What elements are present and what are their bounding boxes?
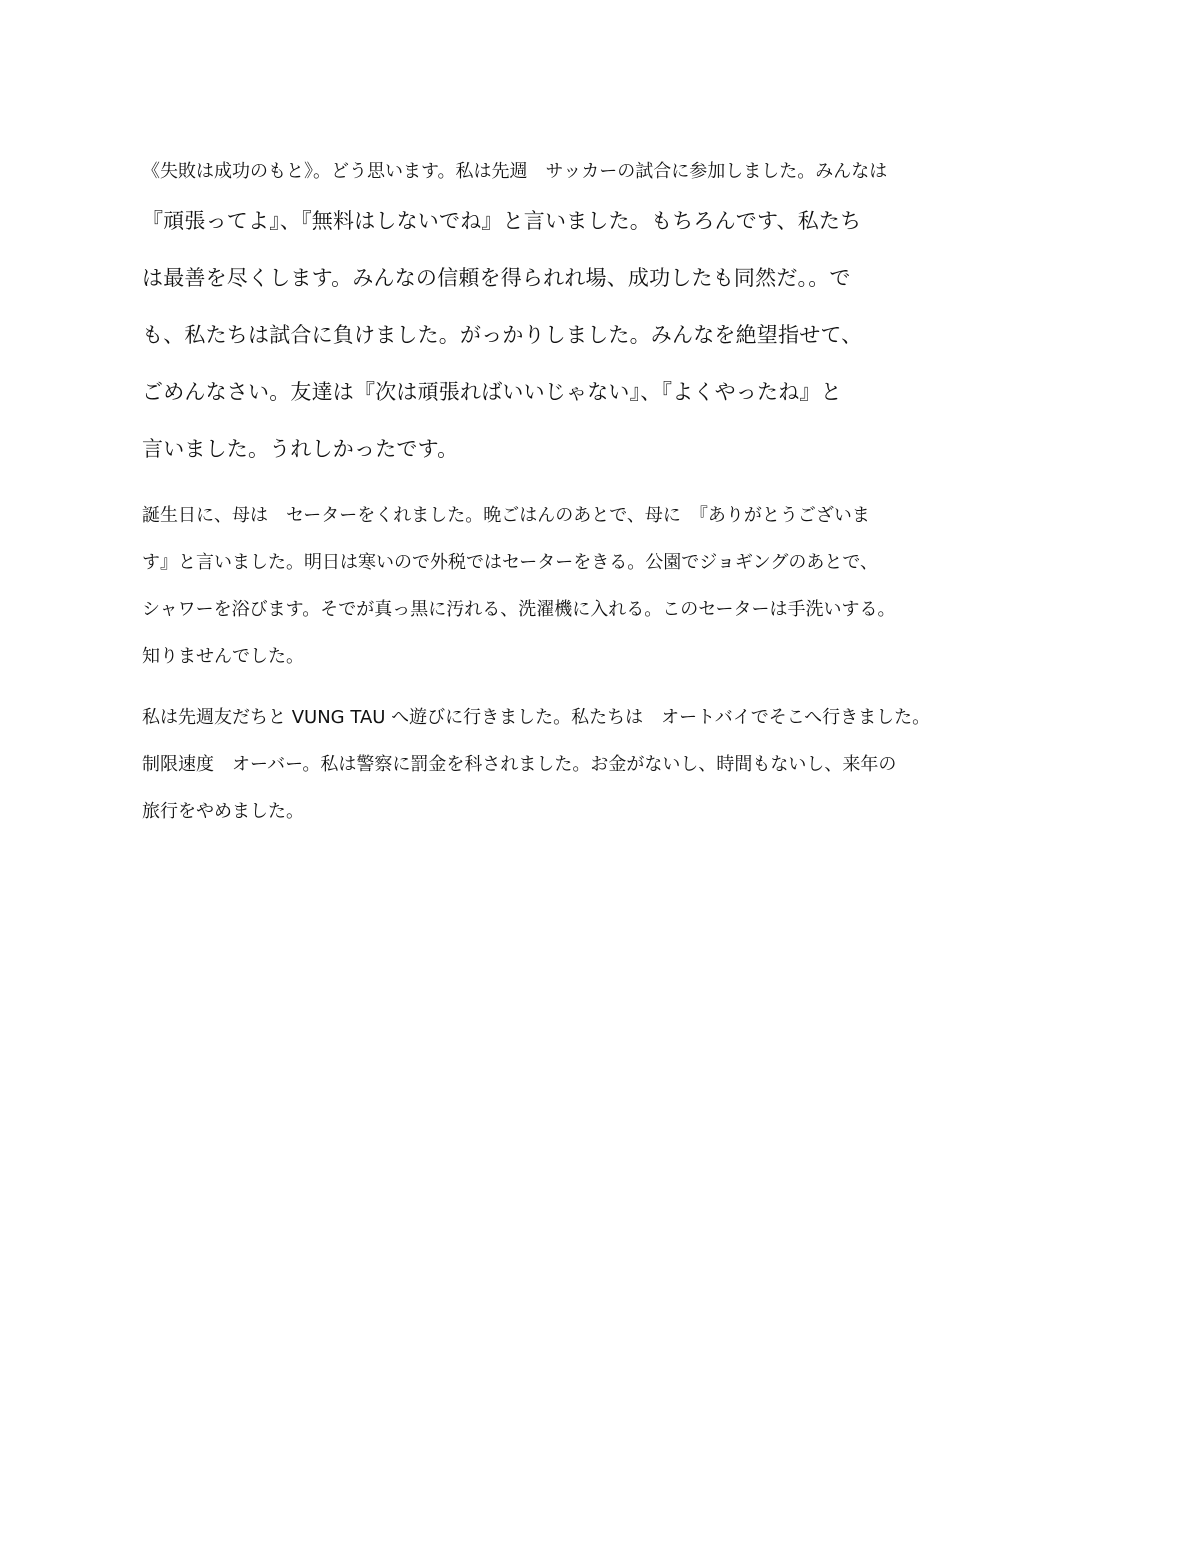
text-line: は最善を尽くします。みんなの信頼を得られれ場、成功したも同然だ。。で (142, 266, 851, 290)
text-line: 制限速度 オーバー。私は警察に罰金を科されました。お金がないし、時間もないし、来年の (142, 754, 897, 775)
text-line: 旅行をやめました。 (142, 801, 304, 822)
text-line: 誕生日に、母は セーターをくれました。晩ごはんのあとで、母に 『ありがとうございま (142, 505, 870, 526)
text-line: 言いました。うれしかったです。 (142, 437, 459, 461)
text-line: 《失敗は成功のもと》。どう思います。私は先週 サッカーの試合に参加しました。みんなは (142, 161, 888, 182)
text-line: 『頑張ってよ』、『無料はしないでね』と言いました。もちろんです、私たち (142, 209, 862, 233)
text-line: す』と言いました。明日は寒いので外税ではセーターをきる。公園でジョギングのあとで、 (142, 552, 879, 573)
document-body (142, 150, 1077, 835)
text-line: 私は先週友だちと VUNG TAU へ遊びに行きました。私たちは オートバイでそこへ行きました。 (142, 707, 931, 728)
text-line: 知りませんでした。 (142, 646, 304, 667)
paragraph-sweater (142, 492, 1077, 680)
text-line: ごめんなさい。友達は『次は頑張ればいいじゃない』、『よくやったね』と (142, 380, 842, 404)
paragraph-vung-tau (142, 694, 1077, 835)
text-line: も、私たちは試合に負けました。がっかりしました。みんなを絶望指せて、 (142, 323, 863, 347)
text-line: シャワーを浴びます。そでが真っ黒に汚れる、洗濯機に入れる。このセーターは手洗いする。 (142, 599, 896, 620)
paragraph-soccer (142, 150, 1077, 478)
